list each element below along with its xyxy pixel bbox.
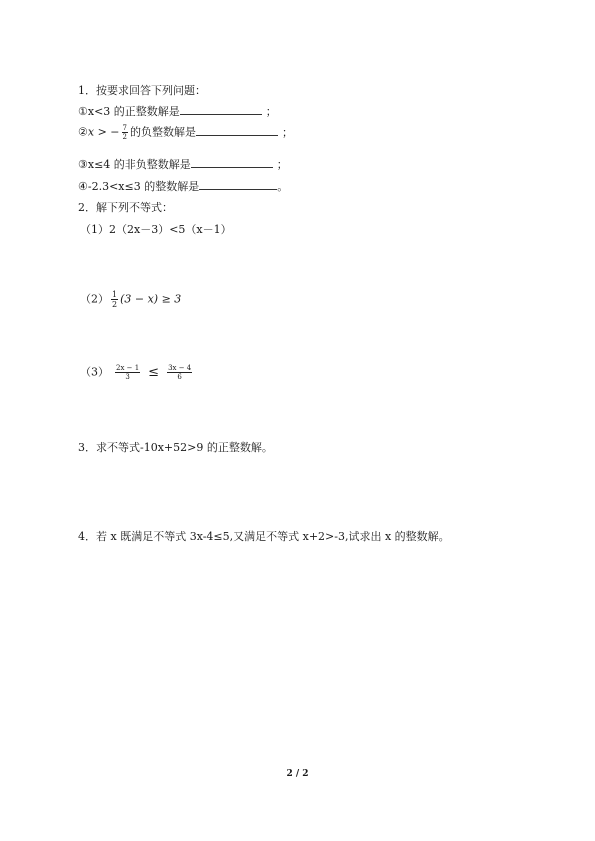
fraction-numerator: 3x − 4 bbox=[168, 364, 192, 372]
q2-part-2-expression: (3 − x) ≥ 3 bbox=[120, 292, 182, 306]
q1-item-b-suffix: ； bbox=[281, 125, 293, 139]
q2-part-2-fraction bbox=[111, 290, 118, 309]
q1-item-c-text: ③x≤4 的非负整数解是 bbox=[78, 158, 191, 171]
fraction-denominator: 2 bbox=[122, 133, 127, 141]
q2-part-2 bbox=[80, 290, 181, 309]
answer-blank-a[interactable] bbox=[180, 104, 262, 115]
fraction-numerator: 7 bbox=[122, 124, 127, 132]
q2-part-3 bbox=[80, 364, 194, 381]
q2-part-3-label: （3） bbox=[80, 365, 109, 379]
q1-item-a-text: ①x<3 的正整数解是 bbox=[78, 105, 180, 118]
q2-part-3-lhs-fraction bbox=[115, 364, 140, 381]
q1-item-d bbox=[78, 179, 288, 194]
q1-item-d-suffix: 。 bbox=[277, 180, 289, 193]
q1-item-b bbox=[78, 124, 293, 141]
q1-item-b-fraction bbox=[122, 124, 128, 141]
q4-text: 4．若 x 既满足不等式 3x-4≤5,又满足不等式 x+2>-3,试求出 x 的整数解。 bbox=[78, 530, 450, 543]
answer-blank-d[interactable] bbox=[199, 179, 277, 190]
q1-item-a bbox=[78, 104, 277, 119]
q1-item-b-marker: ② bbox=[78, 125, 88, 139]
page-number: 2 / 2 bbox=[286, 769, 309, 779]
fraction-denominator: 2 bbox=[112, 300, 118, 309]
q1-item-c-suffix: ； bbox=[276, 158, 288, 171]
q1-item-c bbox=[78, 157, 288, 172]
q3-text: 3．求不等式-10x+52>9 的正整数解。 bbox=[78, 441, 273, 454]
q2-part-3-operator: ≤ bbox=[148, 364, 160, 380]
q1-item-a-suffix: ； bbox=[265, 105, 277, 118]
answer-blank-b[interactable] bbox=[196, 125, 278, 136]
fraction-denominator: 6 bbox=[177, 373, 182, 381]
q2-title: 2．解下列不等式： bbox=[78, 201, 173, 214]
q2-part-3-rhs-fraction bbox=[167, 364, 192, 381]
fraction-numerator: 1 bbox=[112, 290, 118, 299]
fraction-numerator: 2x − 1 bbox=[116, 364, 140, 372]
q1-title: 1．按要求回答下列问题： bbox=[78, 84, 206, 97]
q1-item-b-inequality: x > − bbox=[87, 125, 120, 139]
answer-blank-c[interactable] bbox=[191, 157, 273, 168]
q2-part-1: （1）2（2x－3）<5（x－1） bbox=[80, 223, 232, 236]
fraction-denominator: 3 bbox=[125, 373, 130, 381]
q1-item-d-text: ④-2.3<x≤3 的整数解是 bbox=[78, 180, 200, 193]
q1-item-b-text: 的负整数解是 bbox=[129, 125, 196, 139]
q2-part-2-label: （2） bbox=[80, 292, 109, 306]
